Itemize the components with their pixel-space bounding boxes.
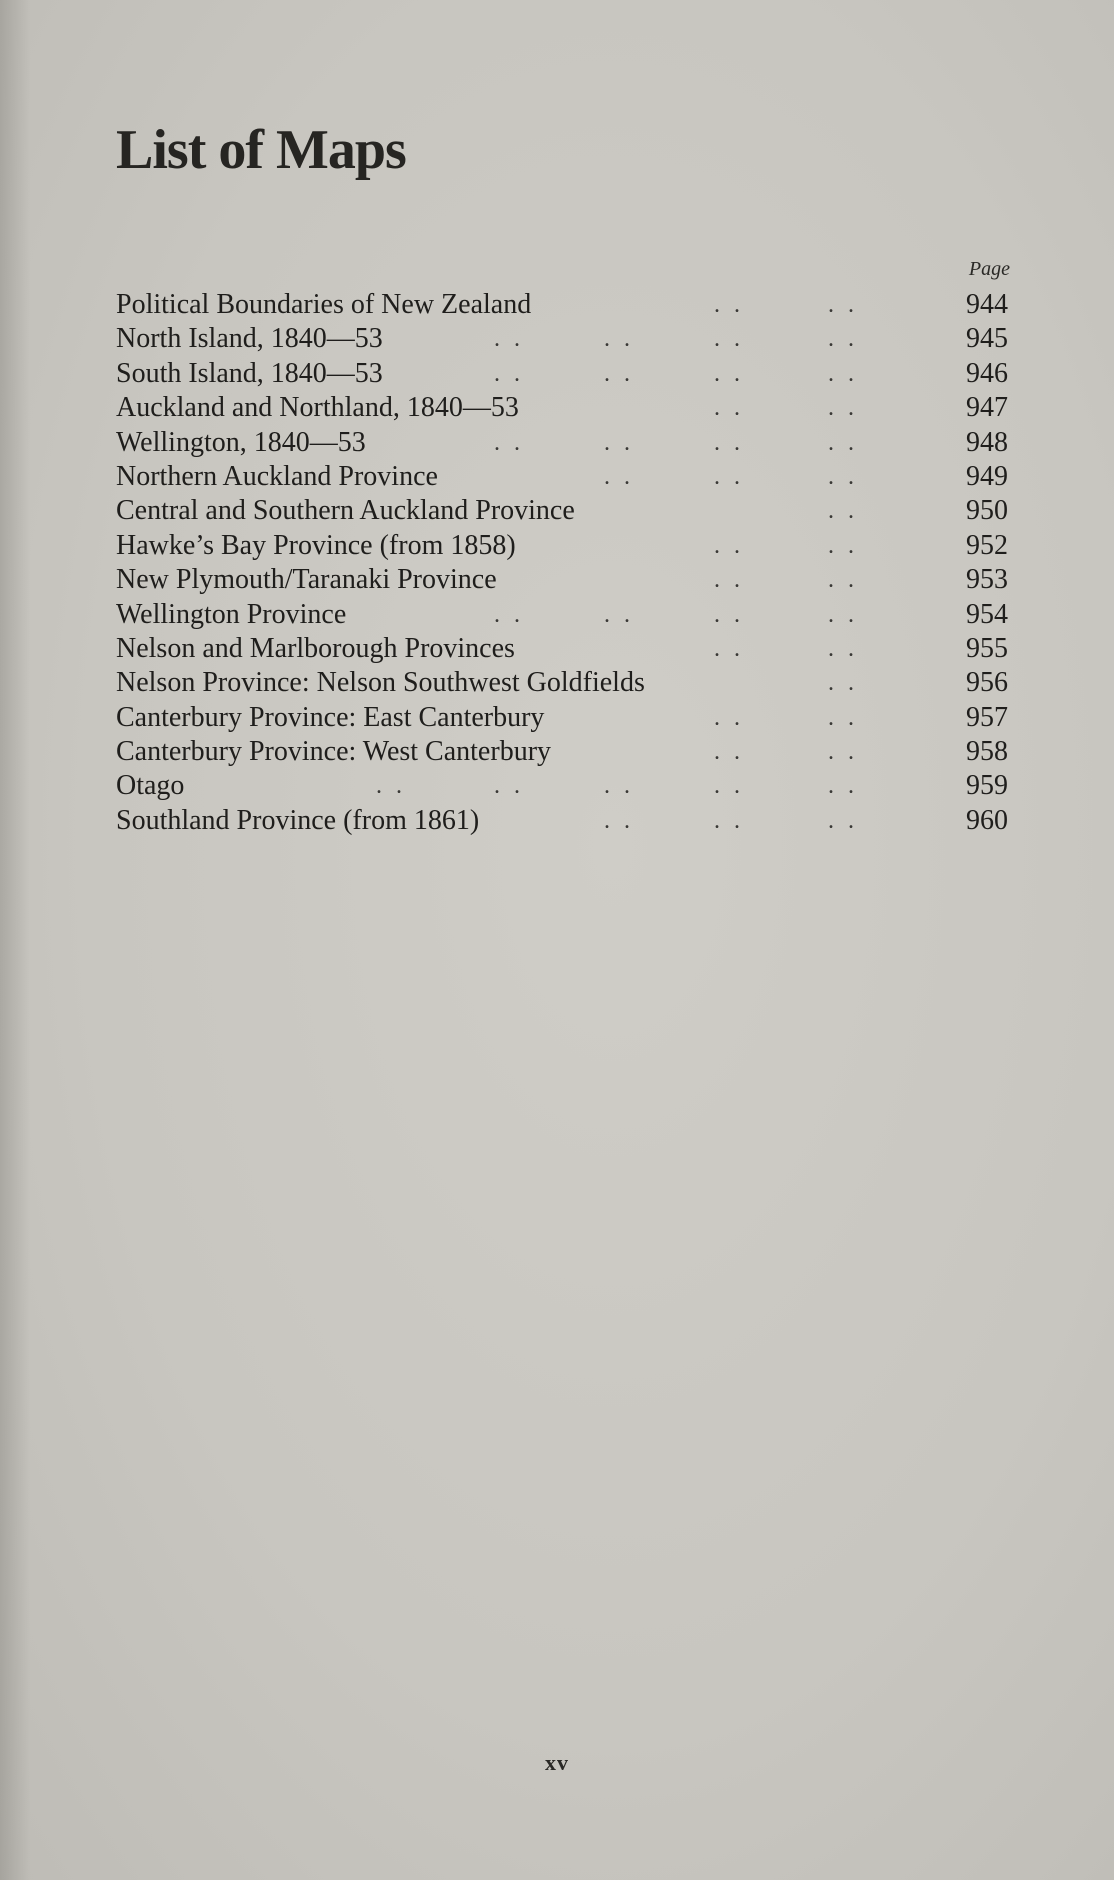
dot-leader: . . [828,704,858,731]
dot-leader: . . [376,773,406,800]
map-list-item [116,357,1016,391]
dot-leader: . . [714,739,744,766]
dot-leader: . . [494,360,524,387]
map-title: Northern Auckland Province [116,460,438,492]
dot-leader: . . [604,360,634,387]
dot-leader: . . [828,498,858,525]
map-title: Nelson Province: Nelson Southwest Goldfields [116,667,645,699]
dot-leader: . . [494,429,524,456]
map-list-item [116,701,1016,735]
dot-leader: . . [714,773,744,800]
page-folio: xv [545,1750,569,1775]
map-page-number: 944 [966,289,1008,320]
map-title: Hawke’s Bay Province (from 1858) [116,529,516,561]
map-list-item [116,288,1016,322]
map-title: Central and Southern Auckland Province [116,495,575,527]
map-list-item [116,426,1016,460]
map-title: New Plymouth/Taranaki Province [116,564,497,596]
dot-leader: . . [604,463,634,490]
map-list-item [116,598,1016,632]
map-list-item [116,632,1016,666]
map-list-item [116,769,1016,803]
map-title: Canterbury Province: West Canterbury [116,736,552,768]
map-list-item [116,563,1016,597]
page-gutter-shadow [0,0,30,1880]
dot-leader: . . [828,360,858,387]
dot-leader: . . [714,601,744,628]
map-title: Nelson and Marlborough Provinces [116,632,515,664]
dot-leader: . . [604,807,634,834]
map-title: Wellington, 1840—53 [116,426,366,458]
dot-leader: . . [828,601,858,628]
map-list-item [116,460,1016,494]
map-page-number: 953 [966,564,1008,596]
dot-leader: . . [604,326,634,353]
dot-leader: . . [714,635,744,662]
map-page-number: 956 [966,667,1008,699]
dot-leader: . . [714,326,744,353]
map-list-item [116,666,1016,700]
dot-leader: . . [714,463,744,490]
map-title: South Island, 1840—53 [116,357,383,389]
dot-leader: . . [828,567,858,594]
map-page-number: 947 [966,392,1008,424]
map-page-number: 948 [966,426,1008,458]
dot-leader: . . [828,532,858,559]
map-page-number: 959 [966,770,1008,802]
dot-leader: . . [714,567,744,594]
dot-leader: . . [828,292,858,318]
map-title: Southland Province (from 1861) [116,804,480,836]
dot-leader: . . [604,429,634,456]
map-page-number: 960 [966,804,1008,836]
map-list-item [116,494,1016,528]
dot-leader: . . [494,601,524,628]
dot-leader: . . [828,773,858,800]
map-title: Political Boundaries of New Zealand [116,289,532,320]
map-title: Auckland and Northland, 1840—53 [116,392,519,424]
dot-leader: . . [494,326,524,353]
dot-leader: . . [604,601,634,628]
map-page-number: 954 [966,598,1008,630]
dot-leader: . . [714,704,744,731]
map-list-item [116,391,1016,425]
map-list-item [116,735,1016,769]
dot-leader: . . [828,807,858,834]
page-column-header: Page [968,258,1010,280]
map-list-item [116,529,1016,563]
dot-leader: . . [828,395,858,422]
dot-leader: . . [714,360,744,387]
map-title: North Island, 1840—53 [116,323,383,355]
dot-leader: . . [828,326,858,353]
map-list-item [116,804,1016,838]
map-page-number: 957 [966,701,1008,733]
dot-leader: . . [714,429,744,456]
map-page-number: 950 [966,495,1008,527]
dot-leader: . . [828,429,858,456]
dot-leader: . . [828,463,858,490]
map-page-number: 955 [966,632,1008,664]
map-title: Otago [116,770,185,802]
map-title: Wellington Province [116,598,347,630]
map-list-item [116,322,1016,356]
map-title: Canterbury Province: East Canterbury [116,701,545,733]
page-heading: List of Maps [116,119,406,181]
map-page-number: 949 [966,460,1008,492]
dot-leader: . . [494,773,524,800]
dot-leader: . . [828,739,858,766]
dot-leader: . . [828,635,858,662]
map-page-number: 958 [966,736,1008,768]
dot-leader: . . [714,807,744,834]
dot-leader: . . [604,773,634,800]
dot-leader: . . [714,532,744,559]
dot-leader: . . [714,292,744,318]
dot-leader: . . [828,670,858,697]
map-page-number: 946 [966,357,1008,389]
map-page-number: 952 [966,529,1008,561]
maps-list [116,288,1016,838]
map-page-number: 945 [966,323,1008,355]
dot-leader: . . [714,395,744,422]
